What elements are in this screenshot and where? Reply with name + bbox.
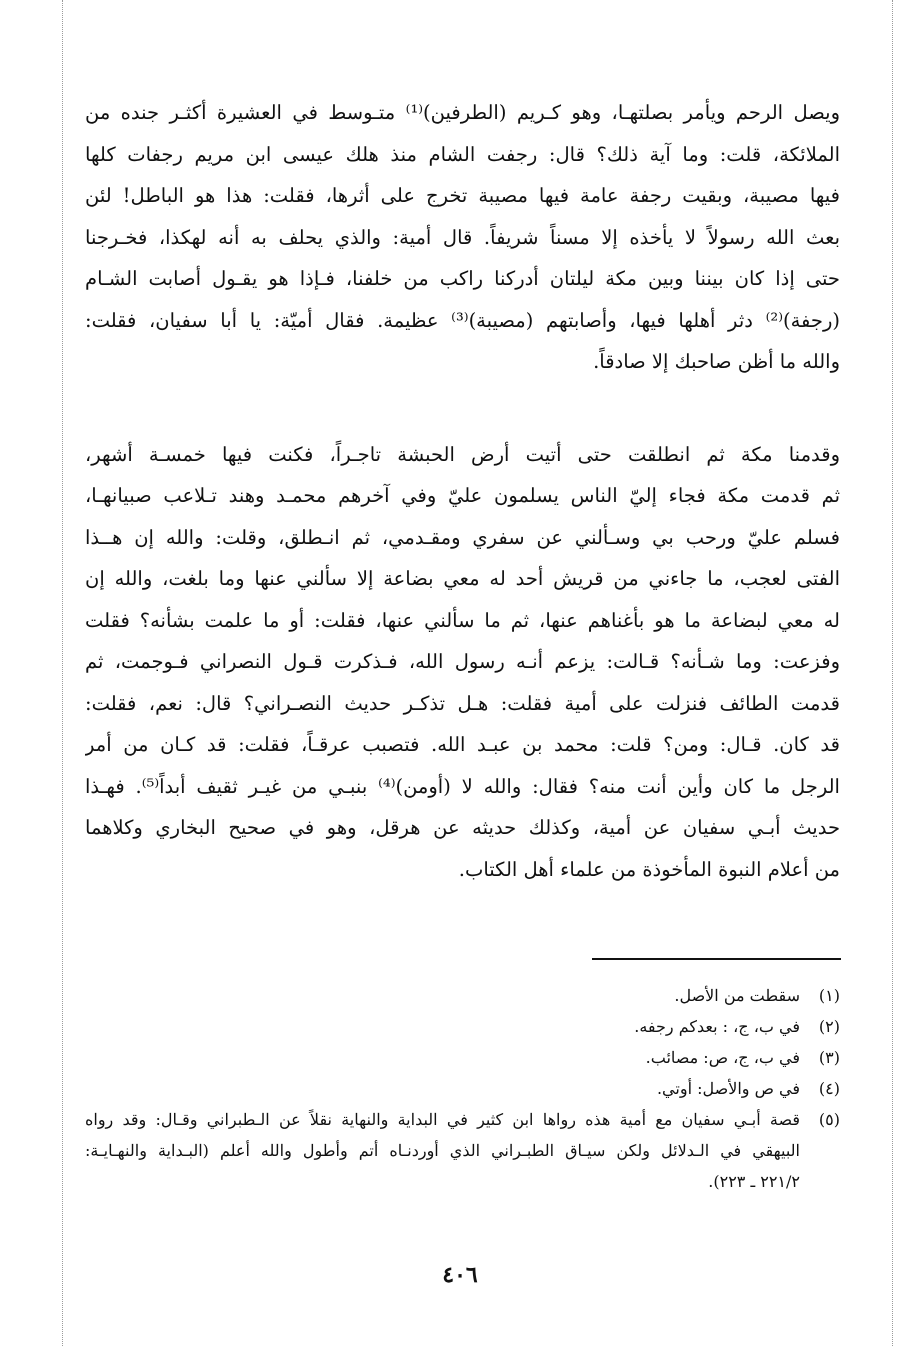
paragraph-line: فيها مصيبة، وبقيت رجفة عامة فيها مصيبة تخرج على أثرها، فقلت: هذا هو الباطل! لئن [85, 184, 840, 207]
footnote-text [85, 1011, 800, 1042]
paragraph-line: قد كان. قـال: ومن؟ قلت: محمد بن عبـد الله. فتصبب عرقـاً، فقلت: قد كـان من أمر [85, 733, 840, 756]
paragraph-line: ويصل الرحم ويأمر بصلتهـا، وهو كـريم (الطرفين)⁽¹⁾ متـوسط في العشيرة أكثـر جنده من [85, 101, 840, 124]
footnote-line: سقطت من الأصل. [674, 986, 800, 1005]
paragraph-line: قدمت الطائف فنزلت على أمية فقلت: هـل تذكـر حديث النصـراني؟ قال: نعم، فقلت: [85, 691, 840, 715]
footnote-1 [85, 980, 840, 1011]
footnote-text [85, 980, 800, 1011]
paragraph-line: الرجل ما كان وأين أنت منه؟ فقال: والله لا (أومن)⁽⁴⁾ بنبـي من غيـر ثقيف أبداً⁽⁵⁾. فهـذا [85, 774, 840, 798]
left-scan-dotted-edge [62, 0, 63, 1346]
paragraph-2 [85, 434, 840, 891]
footnote-5 [85, 1104, 840, 1197]
paragraph-line: الملائكة، قلت: وما آية ذلك؟ قال: رجفت الشام منذ هلك عيسى ابن مريم رجفات كلها [85, 142, 840, 166]
footnote-number: (٤) [818, 1079, 840, 1098]
paragraph-line: وقدمنا مكة ثم انطلقت حتى أتيت أرض الحبشة تاجـراً، فكنت فيها خمسـة أشهر، [85, 442, 840, 466]
footnote-line: البيهقي في الـدلائل ولكن سيـاق الطبـراني الذي أوردنـاه أتم وأطول والله أعلم (البـداية والنهـايـة: [85, 1141, 800, 1160]
paragraph-line: من أعلام النبوة المأخوذة من علماء أهل الكتاب. [458, 857, 840, 881]
footnote-text [85, 1042, 800, 1073]
footnote-line: في ب، ج، : بعدكم رجفه. [634, 1017, 800, 1036]
footnote-3 [85, 1042, 840, 1073]
paragraph-line: بعث الله رسولاً لا يأخذه إلا مسناً شريفاً. قال أمية: والذي يحلف به أنه لهكذا، فخـرجنا [85, 225, 840, 249]
footnote-line: ٢٢١/٢ ـ ٢٢٣). [708, 1172, 800, 1191]
paragraph-line: (رجفة)⁽²⁾ دثر أهلها فيها، وأصابتهم (مصيبة)⁽³⁾ عظيمة. فقال أميّة: يا أبا سفيان، فقلت: [85, 308, 840, 332]
footnote-separator [592, 958, 841, 960]
footnote-4 [85, 1073, 840, 1104]
page-number: ٤٠٦ [442, 1262, 478, 1288]
paragraph-line: وفزعت: وما شـأنه؟ قـالت: يزعم أنـه رسول الله، فـذكرت قـول النصراني فـوجمت، ثم [85, 650, 840, 673]
footnote-line: قصة أبـي سفيان مع أمية هذه رواها ابن كثير في البداية والنهاية نقلاً عن الـطبراني وقـال: وقد رواه [85, 1110, 800, 1129]
paragraph-1 [85, 92, 840, 383]
footnote-text [85, 1104, 800, 1197]
paragraph-line: الفتى لعجب، ما جاءني من قريش أحد له معي بضاعة إلا سألني عنها وما بلغت، والله إن [85, 567, 840, 590]
page-body [85, 92, 840, 890]
paragraph-line: ثم قدمت مكة فجاء إليّ الناس يسلمون عليّ وفي آخرهم محمـد وهند تـلاعب صبيانهـا، [85, 484, 840, 507]
footnote-2 [85, 1011, 840, 1042]
footnote-line: في ب، ج، ص: مصائب. [645, 1048, 800, 1067]
paragraph-line: حديث أبـي سفيان عن أمية، وكذلك حديثه عن هرقل، وهو في صحيح البخاري وكلاهما [85, 816, 840, 839]
footnote-text [85, 1073, 800, 1104]
footnote-line: في ص والأصل: أوتي. [656, 1079, 800, 1098]
paragraph-line: فسلم عليّ ورحب بي وسـألني عن سفري ومقـدمي، ثم انـطلق، وقلت: والله إن هــذا [85, 525, 840, 549]
footnotes [85, 980, 840, 1197]
right-scan-dotted-edge [892, 0, 893, 1346]
footnote-number: (٣) [818, 1048, 840, 1067]
footnote-number: (١) [818, 986, 840, 1005]
footnote-number: (٥) [818, 1110, 840, 1129]
paragraph-line: والله ما أظن صاحبك إلا صادقاً. [593, 350, 840, 373]
paragraph-line: له معي لبضاعة ما هو بأغناهم عنها، ثم ما سألني عنها، فقلت: أو ما علمت بشأنه؟ فقلت [85, 608, 840, 632]
paragraph-line: حتى إذا كان بيننا وبين مكة ليلتان أدركنا راكب من خلفنا، فـإذا هو يقـول أصابت الشـام [85, 267, 840, 290]
footnote-number: (٢) [818, 1017, 840, 1036]
